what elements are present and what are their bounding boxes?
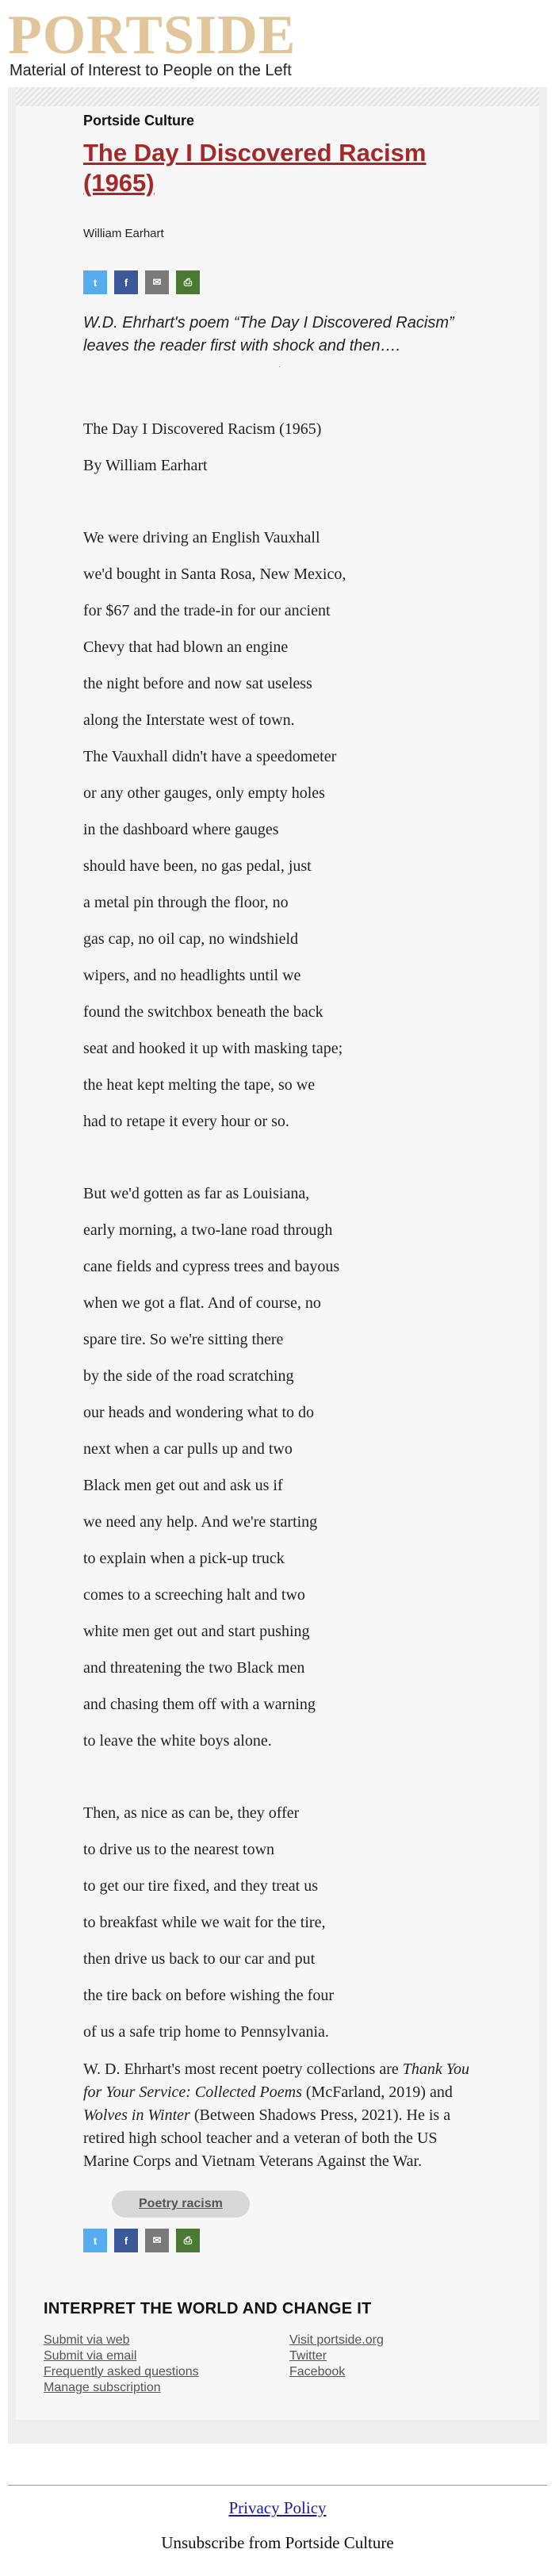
poem-line: should have been, no gas pedal, just <box>83 857 312 875</box>
article-author: William Earhart <box>83 227 164 240</box>
stanza-2 <box>83 1175 476 1759</box>
poem-line: the night before and now sat useless <box>83 675 312 692</box>
twitter-icon: t <box>93 2234 98 2247</box>
share-bar-bottom <box>83 2229 476 2252</box>
author-bio <box>83 2058 476 2173</box>
poem-line: in the dashboard where gauges <box>83 821 279 838</box>
twitter-icon: t <box>93 276 98 289</box>
submit-web-link[interactable]: Submit via web <box>44 2333 130 2347</box>
unsubscribe-link[interactable]: Unsubscribe from Portside Culture <box>161 2533 394 2552</box>
article-title-link[interactable]: The Day I Discovered Racism (1965) <box>83 139 427 197</box>
poem-line: had to retape it every hour or so. <box>83 1113 289 1130</box>
article-summary: W.D. Ehrhart's poem “The Day I Discovered Racism” leaves the reader first with shock and then…. <box>83 314 454 355</box>
poem-line: when we got a flat. And of course, no <box>83 1294 321 1312</box>
footer-divider <box>8 2485 547 2486</box>
separator-dot: · <box>278 362 281 371</box>
poem-line: The Vauxhall didn't have a speedometer <box>83 748 337 765</box>
poem-line: But we'd gotten as far as Louisiana, <box>83 1185 310 1202</box>
tag-poetry-racism[interactable]: Poetry racism <box>112 2191 250 2218</box>
bio-text: (McFarland, 2019) and <box>301 2083 453 2101</box>
masthead <box>0 0 555 87</box>
bio-book-title: Wolves in Winter <box>83 2106 190 2124</box>
print-button[interactable] <box>176 270 200 294</box>
poem-line: spare tire. So we're sitting there <box>83 1331 284 1348</box>
privacy-policy-link[interactable]: Privacy Policy <box>228 2498 327 2517</box>
poem-line: of us a safe trip home to Pennsylvania. <box>83 2023 329 2041</box>
poem-title: The Day I Discovered Racism (1965) <box>83 420 322 438</box>
email-share-button[interactable] <box>145 2229 169 2252</box>
print-icon: ⎙ <box>183 2234 193 2246</box>
tagline: Material of Interest to People on the Left <box>10 62 292 79</box>
section-label: Portside Culture <box>83 113 195 128</box>
poem-line: our heads and wondering what to do <box>83 1404 315 1421</box>
poem-line: to drive us to the nearest town <box>83 1841 275 1858</box>
twitter-share-button[interactable] <box>83 2229 107 2252</box>
poem-line: white men get out and start pushing <box>83 1623 310 1640</box>
poem-line: to explain when a pick-up truck <box>83 1550 285 1567</box>
email-icon: ✉ <box>152 276 162 288</box>
poem-line: found the switchbox beneath the back <box>83 1003 323 1021</box>
poem-line: the tire back on before wishing the four <box>83 1987 335 2004</box>
footer-links-right <box>289 2333 535 2396</box>
facebook-share-button[interactable] <box>114 270 138 294</box>
footer-links <box>44 2333 539 2396</box>
print-button[interactable] <box>176 2229 200 2252</box>
poem-line: gas cap, no oil cap, no windshield <box>83 930 299 948</box>
poem-line: cane fields and cypress trees and bayous <box>83 1258 340 1275</box>
facebook-link[interactable]: Facebook <box>289 2365 346 2379</box>
manage-subscription-link[interactable]: Manage subscription <box>44 2381 161 2394</box>
email-icon: ✉ <box>152 2234 162 2246</box>
poem-line: we need any help. And we're starting <box>83 1513 318 1531</box>
poem-header <box>83 411 476 484</box>
bio-text: W. D. Ehrhart's most recent poetry collections are <box>83 2060 403 2078</box>
print-icon: ⎙ <box>183 276 193 288</box>
bottom-links <box>0 2498 555 2569</box>
poem-line: and chasing them off with a warning <box>83 1696 316 1713</box>
poem-line: to leave the white boys alone. <box>83 1732 272 1750</box>
visit-portside-link[interactable]: Visit portside.org <box>289 2333 384 2347</box>
poem-line: a metal pin through the floor, no <box>83 894 289 911</box>
poem-line: the heat kept melting the tape, so we <box>83 1076 316 1094</box>
hatch-header <box>16 87 539 106</box>
poem-line: or any other gauges, only empty holes <box>83 784 325 802</box>
poem-byline: By William Earhart <box>83 457 208 474</box>
poem-line: Chevy that had blown an engine <box>83 638 289 656</box>
poem-line: early morning, a two-lane road through <box>83 1221 333 1239</box>
facebook-icon: f <box>124 276 128 289</box>
poem-line: seat and hooked it up with masking tape; <box>83 1040 343 1057</box>
faq-link[interactable]: Frequently asked questions <box>44 2365 199 2379</box>
article-card <box>16 106 539 2420</box>
portside-logo[interactable]: PORTSIDE <box>8 5 297 66</box>
poem-line: to breakfast while we wait for the tire, <box>83 1914 326 1931</box>
footer-title: INTERPRET THE WORLD AND CHANGE IT <box>44 2300 372 2317</box>
submit-email-link[interactable]: Submit via email <box>44 2349 137 2363</box>
poem-line: next when a car pulls up and two <box>83 1440 293 1458</box>
poem-line: Black men get out and ask us if <box>83 1477 283 1494</box>
footer-block <box>16 2252 539 2396</box>
tag-area <box>83 2191 476 2218</box>
poem-line: by the side of the road scratching <box>83 1367 294 1385</box>
facebook-share-button[interactable] <box>114 2229 138 2252</box>
poem-line: and threatening the two Black men <box>83 1659 305 1677</box>
stanza-3 <box>83 1795 476 2050</box>
share-bar-top <box>83 270 476 294</box>
poem-line: we'd bought in Santa Rosa, New Mexico, <box>83 565 346 583</box>
poem-line: We were driving an English Vauxhall <box>83 529 320 546</box>
bio-book-title: Thank You for Your Service: Collected Poems <box>83 2060 470 2101</box>
poem-line: wipers, and no headlights until we <box>83 967 301 984</box>
poem-line: then drive us back to our car and put <box>83 1950 316 1968</box>
poem-line: along the Interstate west of town. <box>83 711 295 729</box>
facebook-icon: f <box>124 2234 128 2247</box>
twitter-link[interactable]: Twitter <box>289 2349 327 2363</box>
poem-line: Then, as nice as can be, they offer <box>83 1804 300 1822</box>
poem-line: to get our tire fixed, and they treat us <box>83 1877 319 1895</box>
stanza-1 <box>83 519 476 1140</box>
poem-line: comes to a screeching halt and two <box>83 1586 305 1604</box>
content-frame <box>8 87 547 2444</box>
twitter-share-button[interactable] <box>83 270 107 294</box>
bio-text: (Between Shadows Press, 2021). He is a retired high school teacher and a veteran of both the US Marine Corps and Vietnam Veterans Against the War. <box>83 2106 451 2170</box>
footer-links-left <box>44 2333 289 2396</box>
email-share-button[interactable] <box>145 270 169 294</box>
poem-line: for $67 and the trade-in for our ancient <box>83 602 331 619</box>
